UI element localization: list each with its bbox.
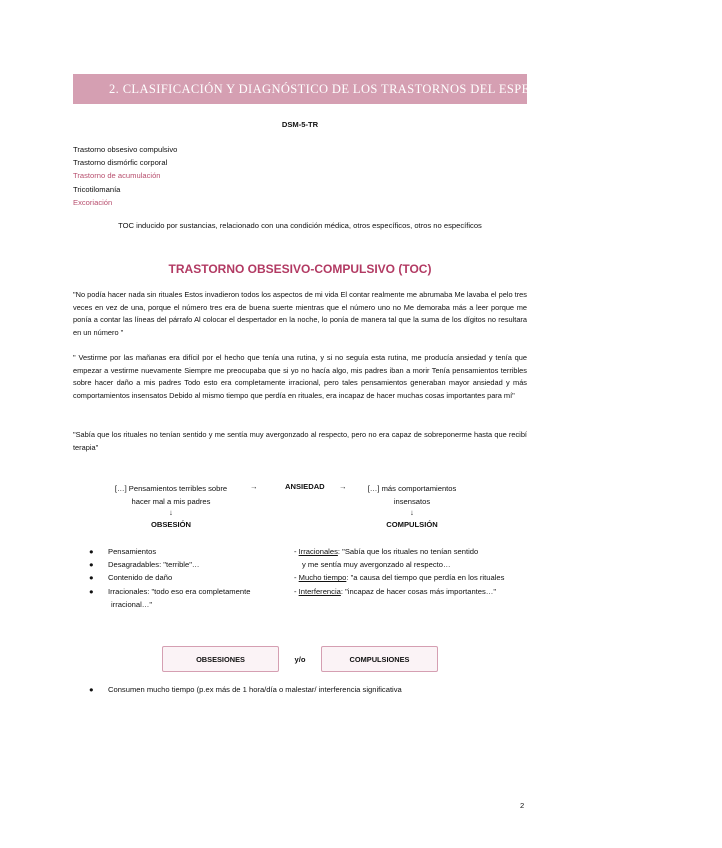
list-item: ● Desagradables: "terrible"… [89,558,250,571]
down-arrow-icon: ↓ [410,508,414,517]
bullet-icon: ● [89,547,94,556]
obsessions-box: OBSESIONES [162,646,279,672]
list-item: ● Pensamientos [89,545,250,558]
disorder-item: Trastorno dismórfic corporal [73,158,168,168]
down-arrow-icon: ↓ [169,508,173,517]
compulsion-label: COMPULSIÓN [386,520,438,529]
list-item: ● Consumen mucho tiempo (p.ex más de 1 hora/día o malestar/ interferencia significativa [89,683,402,696]
page-number: 2 [520,801,525,810]
list-item: ● Irracionales: "todo eso era completamente [89,585,250,598]
obsession-label: OBSESIÓN [150,520,192,529]
flow-right-line: insensatos [393,497,431,506]
list-item: y me sentía muy avergonzado al respecto… [302,560,451,570]
compulsions-box: COMPULSIONES [321,646,438,672]
quote-paragraph: " Vestirme por las mañanas era difícil por el hecho que tenía una rutina, y si no seguía esta rutina, me producía ansiedad y tenía que empezar a vestirme nuevamente Siempre me preocupaba que si yo no hacía algo, mis padres iban a morir Tenía pensamientos terribles sobre hacer daño a mis padres Todo esto era completamente irracional, pero tales pensamientos generaban mayor ansiedad y más comportamientos insensatos Debido al mismo tiempo que perdía en rituales, era incapaz de hacer muchas cosas importantes para mí" [73,353,527,400]
flow-arrow-icon: → [339,482,347,491]
list-item: - Interferencia: "incapaz de hacer cosas más importantes…" [294,586,497,596]
bullet-icon: ● [89,560,94,570]
list-item: - Irracionales: "Sabía que los rituales no tenían sentido [294,547,479,556]
bullet-icon: ● [89,685,94,694]
flow-anxiety-label: ANSIEDAD [285,482,325,491]
bullet-icon: ● [89,573,94,583]
quote-paragraph: "Sabía que los rituales no tenían sentido y me sentía muy avergonzado al respecto, pero no era capaz de sobreponerme hasta que recibí terapia" [73,430,527,452]
flow-left-text [96,482,246,508]
document-subtitle: DSM-5-TR [281,120,319,129]
list-item: irracional…" [111,599,153,609]
disorder-item: Tricotilomanía [73,184,121,194]
obsession-features [89,545,250,611]
disorder-item: Trastorno de acumulación [73,171,161,181]
disorder-list [73,143,177,209]
toc-note: TOC inducido por sustancias, relacionado con una condición médica, otros específicos, otros no específicos [118,221,482,230]
flow-right-text [342,482,482,508]
connector-label: y/o [294,655,306,664]
flow-right-line: […] más comportamientos [367,484,457,493]
section-banner: 2. CLASIFICACIÓN Y DIAGNÓSTICO DE LOS TRASTORNOS DEL ESPECTRO OBSESIVO-COMPULSIVO [73,74,527,104]
compulsion-features [294,545,504,598]
list-item: - Mucho tiempo: "a causa del tiempo que perdía en los rituales [294,573,505,583]
disorder-item: Excoriación [73,197,113,207]
final-list [89,683,402,696]
flow-arrow-icon: → [250,482,258,491]
flow-left-line: hacer mal a mis padres [131,497,211,506]
list-item: ● Contenido de daño [89,571,250,584]
bullet-icon: ● [89,586,94,596]
flow-left-line: […] Pensamientos terribles sobre [114,484,228,493]
section-title: TRASTORNO OBSESIVO-COMPULSIVO (TOC) [168,262,432,276]
quote-paragraph: "No podía hacer nada sin rituales Estos invadieron todos los aspectos de mi vida El contar realmente me abrumaba Me lavaba el pelo tres veces en vez de una, porque el número tres era de buena suerte mientras que el número uno no Me demoraba más a leer porque me ponía a contar las líneas del párrafo Al colocar el despertador en la noche, lo ponía de manera tal que la suma de los dígitos no resultara en un número " [73,290,527,337]
disorder-item: Trastorno obsesivo compulsivo [73,145,178,154]
